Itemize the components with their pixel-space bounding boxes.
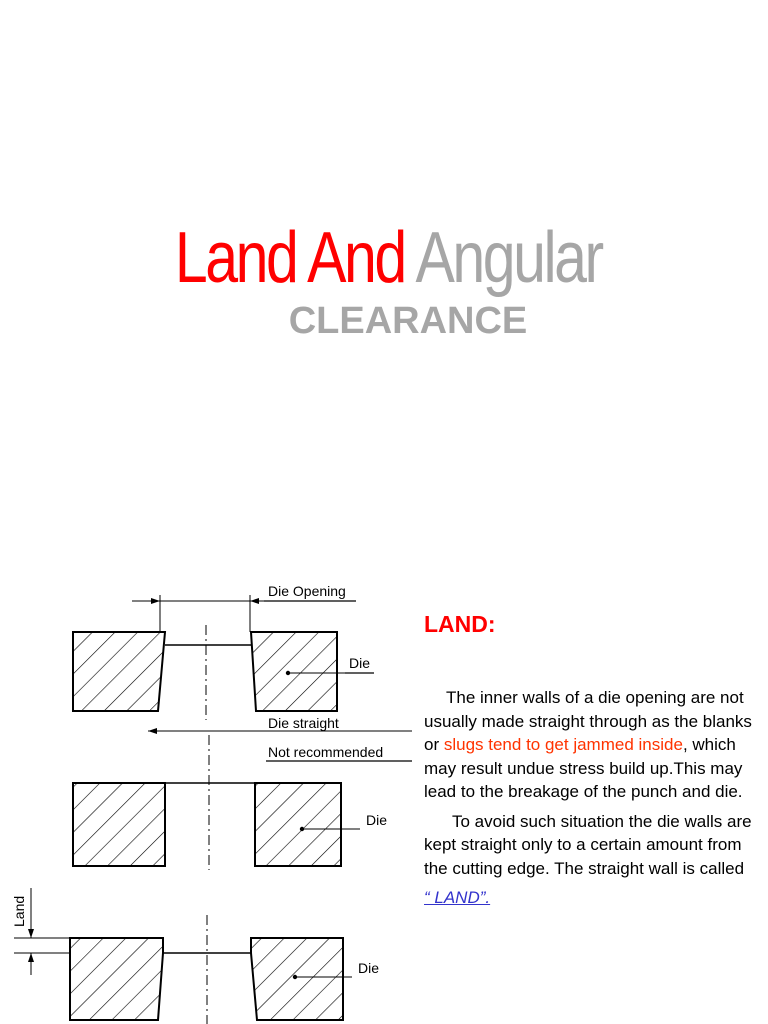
die-block-3 (14, 888, 352, 1024)
p2-text: To avoid such situation the die walls are kept straight only to a certain amount from the cutting edge. The straight wall is called (424, 811, 752, 878)
label-die-2: Die (366, 812, 388, 828)
body-text (424, 686, 759, 910)
die-block-1 (73, 595, 374, 720)
section-heading: LAND: (424, 611, 496, 637)
title-gray-part: Angular (415, 218, 602, 298)
land-term: “ LAND”. (424, 888, 491, 907)
label-not-recommended: Not recommended (268, 744, 384, 760)
paragraph-1 (424, 686, 759, 804)
paragraph-2 (424, 810, 759, 881)
label-die-opening: Die Opening (268, 583, 346, 599)
p1-text-after: , which may result undue stress build up.This may lead to the breakage of the punch and die. (424, 735, 743, 801)
label-die-straight: Die straight (268, 715, 339, 731)
slide-subtitle: CLEARANCE (288, 300, 528, 342)
label-die-1: Die (349, 655, 371, 671)
die-diagram (0, 560, 420, 1024)
label-land: Land (11, 895, 27, 927)
title-red-part: Land And (174, 218, 405, 298)
p1-text-before: The inner walls of a die opening are not usually made straight through as the blanks or (424, 688, 752, 754)
label-die-3: Die (358, 960, 380, 976)
p1-highlight: slugs tend to get jammed inside (443, 735, 683, 754)
slide-title (73, 218, 703, 298)
